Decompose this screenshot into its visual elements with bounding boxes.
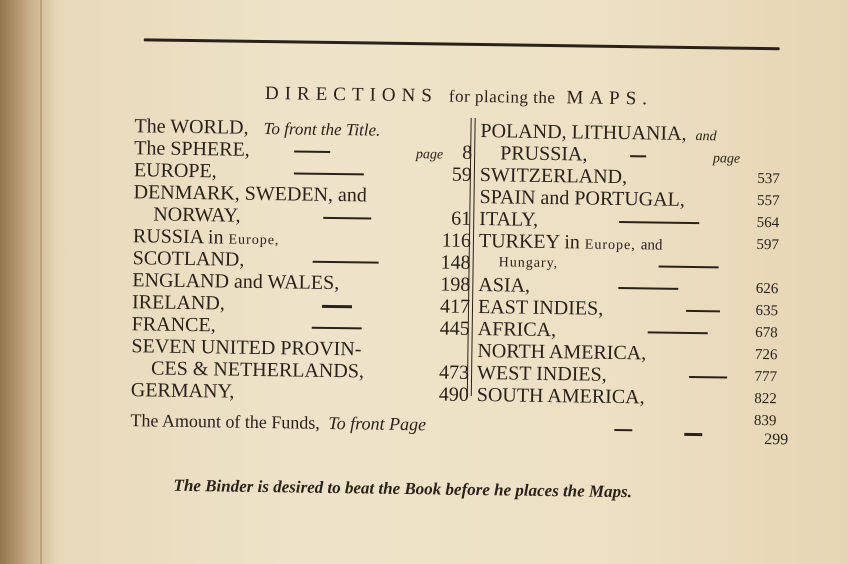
leader-dash xyxy=(313,261,379,264)
entry-name: NORTH AMERICA, xyxy=(477,340,647,365)
binder-footnote: The Binder is desired to beat the Book before he places the Maps. xyxy=(173,475,633,502)
page-number: 8 xyxy=(462,141,473,164)
leader-dash xyxy=(659,266,719,269)
list-item xyxy=(131,379,469,406)
entry-name: WEST INDIES, xyxy=(476,362,607,386)
page-number: 59 xyxy=(451,163,473,186)
page-number: 198 xyxy=(440,273,471,296)
entry-name: FRANCE, xyxy=(131,313,216,337)
leader-dash xyxy=(323,217,371,220)
entry-name: PRUSSIA, xyxy=(500,142,588,166)
left-column xyxy=(131,115,473,406)
page-edge xyxy=(40,0,42,564)
page-number: 726 xyxy=(754,346,778,364)
heading-directions: DIRECTIONS xyxy=(264,83,439,107)
leader-dash xyxy=(614,429,632,431)
entry-name: Hungary, xyxy=(498,255,559,272)
funds-page-number: 299 xyxy=(764,431,789,449)
leader-dash xyxy=(294,150,330,153)
page-number: 822 xyxy=(754,390,777,408)
entry-name: NORWAY, xyxy=(153,203,241,227)
leader-dash xyxy=(689,376,727,379)
entry-name: GERMANY, xyxy=(130,379,235,403)
entry-name: SEVEN UNITED PROVIN- xyxy=(131,335,362,361)
entry-suffix: and xyxy=(640,237,663,254)
page-number: 777 xyxy=(754,368,778,386)
leader-dash xyxy=(630,155,646,157)
page-number: 557 xyxy=(756,192,780,210)
entry-small-caps: Europe, xyxy=(228,232,280,249)
entry-name: TURKEY in xyxy=(478,230,581,254)
entry-name: ASIA, xyxy=(478,274,531,297)
entry-name: SCOTLAND, xyxy=(132,247,245,271)
top-rule xyxy=(144,38,780,50)
entry-name: RUSSIA in xyxy=(132,225,224,249)
leader-dash xyxy=(294,172,364,175)
leader-dash xyxy=(619,221,699,224)
page-number: 445 xyxy=(439,317,470,340)
entry-note: To front the Title. xyxy=(263,119,381,140)
page-number: 473 xyxy=(438,361,470,384)
heading-middle: for placing the xyxy=(448,86,556,108)
entry-small-caps: Europe, xyxy=(584,237,636,254)
page-number: 564 xyxy=(756,214,780,232)
right-column xyxy=(476,120,780,432)
page-number: 61 xyxy=(451,207,472,230)
page-number: 626 xyxy=(755,280,779,298)
leader-dash xyxy=(322,305,352,308)
page-number: 839 xyxy=(753,412,777,430)
entry-name: AFRICA, xyxy=(477,318,557,342)
entry-name: SPAIN and PORTUGAL, xyxy=(479,186,686,211)
entry-name: POLAND, LITHUANIA, xyxy=(480,120,687,145)
entry-name: ENGLAND and WALES, xyxy=(132,269,340,295)
spine-shadow xyxy=(0,0,55,564)
entry-name: EUROPE, xyxy=(133,159,217,183)
entry-name: SOUTH AMERICA, xyxy=(476,384,645,409)
page-number: 678 xyxy=(755,324,778,342)
entry-name: The WORLD, xyxy=(134,115,249,139)
printed-page xyxy=(113,20,800,549)
page-label: page xyxy=(712,151,741,167)
entry-name: ITALY, xyxy=(479,208,539,231)
page-number: 116 xyxy=(441,229,472,252)
page-number: 148 xyxy=(440,251,471,274)
heading-maps: MAPS. xyxy=(566,87,654,110)
page-number: 417 xyxy=(439,295,471,318)
page-number: 635 xyxy=(755,302,779,320)
page-label: page xyxy=(415,147,444,163)
funds-label: The Amount of the Funds, xyxy=(130,410,321,433)
leader-dash xyxy=(648,331,708,334)
funds-entry xyxy=(130,410,426,435)
entry-name: CES & NETHERLANDS, xyxy=(150,357,365,383)
entry-name: The SPHERE, xyxy=(134,137,250,161)
entry-name: EAST INDIES, xyxy=(477,296,604,320)
entry-name: IRELAND, xyxy=(131,291,225,315)
leader-dash xyxy=(684,433,702,436)
leader-dash xyxy=(312,327,362,330)
page-number: 537 xyxy=(757,170,780,188)
page-number: 597 xyxy=(756,236,780,254)
entry-suffix: and xyxy=(695,129,717,145)
page-number: 490 xyxy=(438,383,469,406)
entry-name: SWITZERLAND, xyxy=(479,164,628,189)
leader-dash xyxy=(686,310,720,312)
entry-name: DENMARK, SWEDEN, and xyxy=(133,181,368,207)
funds-note: To front Page xyxy=(328,412,427,435)
leader-dash xyxy=(618,287,678,290)
page-heading xyxy=(119,80,799,112)
